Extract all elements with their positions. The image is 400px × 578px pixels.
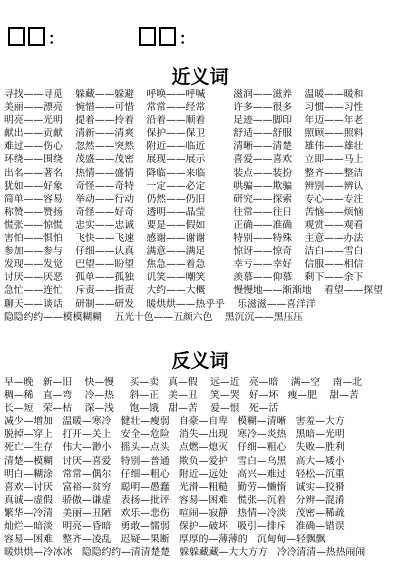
synonyms-title: 近义词 — [171, 66, 229, 88]
blank-box — [28, 27, 45, 46]
synonyms-row: 献出——贡献 清新——清爽 保护——保卫 舒适——舒服 照顾——照料 — [4, 128, 364, 140]
synonyms-row: 简单——容易 举动——行动 仍然——仍旧 研究——探索 专心——专注 — [4, 193, 364, 205]
antonyms-row: 真诚—虚假 骄傲—谦虚 表扬—批评 容易—困难 慌张—沉着 分辨—混淆 — [4, 494, 345, 506]
synonyms-row: 慌张——惊慌 忠实——忠诚 要是——假如 正确——准确 观赏——观看 — [4, 219, 364, 231]
synonyms-list — [4, 88, 398, 324]
blank-box — [159, 27, 176, 46]
antonyms-list — [4, 376, 398, 559]
antonyms-row: 减少—增加 温暖—寒冷 健壮—瘦弱 自豪—自卑 模糊—清晰 害羞—大方 — [4, 416, 345, 428]
synonyms-row: 聊天——谈话 研制——研发 暖烘烘——热乎乎 乐滋滋——喜洋洋 — [4, 298, 316, 310]
synonyms-row: 参加——参与 仔细——认真 满意——满足 惊讶——惊奇 洁白——雪白 — [4, 246, 364, 258]
blank-box — [139, 27, 156, 46]
antonyms-row: 早—晚 新—旧 快—慢 买—卖 真—假 远—近 亮—暗 满—空 南—北 — [4, 377, 362, 388]
synonyms-row: 犹如——好象 奇怪——奇特 一定——必定 哄骗——欺骗 辨别——辨认 — [4, 180, 364, 192]
synonyms-row: 出名——著名 热情——盛情 降临——来临 装点——装扮 整齐——整洁 — [4, 167, 364, 179]
antonyms-row: 容易—困难 整齐—凌乱 迟疑—果断 厚厚的—薄薄的 沉甸甸—轻飘飘 — [4, 534, 326, 546]
synonyms-row: 难过——伤心 忽然——突然 附近——临近 清晰——清楚 雄伟——雄壮 — [4, 141, 364, 153]
antonyms-row: 明白—糊涂 常常—偶尔 仔细—粗心 附近—远处 高兴—难过 轻松—沉重 — [4, 468, 345, 480]
antonyms-row: 死亡—生存 伟大—渺小 摇头—点头 点燃—熄灭 仔细—粗心 失败—胜利 — [4, 442, 345, 454]
synonyms-row: 急忙——连忙 斥责——指责 大约——大概 慢慢地——渐渐地 看望——探望 — [4, 285, 383, 297]
antonyms-title: 反义词 — [171, 350, 229, 372]
antonyms-row: 繁华—冷清 美丽—丑陋 欢乐—悲伤 喧闹—寂静 热情—冷淡 茂密—稀疏 — [4, 507, 345, 519]
antonyms-row: 暖烘烘—冷冰冰 隐隐约约—清清楚楚 躲躲藏藏—大大方方 冷冷清清—热热闹闹 — [4, 547, 366, 559]
antonyms-row: 清楚—模糊 讨厌—喜爱 特别—普通 欺负—爱护 雪白—乌黑 高大—矮小 — [4, 455, 345, 467]
antonyms-row: 灿烂—暗淡 明亮—昏暗 勇敢—懦弱 保护—破坏 吸引—排斥 准确—错误 — [4, 521, 345, 533]
synonyms-row: 隐隐约约——模模糊糊 五光十色——五颜六色 黑沉沉——黑压压 — [4, 311, 304, 323]
score-label: ： — [179, 29, 197, 48]
antonyms-row: 稠—稀 直—弯 冷—热 斜—正 美—丑 笑—哭 好—坏 瘦—肥 甜—苦 — [4, 390, 359, 402]
antonyms-row: 喜欢—讨厌 富裕—贫穷 聪明—愚蠢 光滑—粗糙 勤劳—懒惰 诚实—狡猾 — [4, 481, 345, 493]
header — [8, 26, 196, 49]
synonyms-row: 环绕——围绕 茂盛——茂密 展现——展示 喜爱——喜欢 立即——马上 — [4, 154, 364, 166]
synonyms-row: 美丽——漂亮 惋惜——可惜 常常——经常 许多——很多 习惯——习性 — [4, 102, 364, 114]
blank-box — [8, 27, 25, 46]
name-label: ： — [48, 29, 66, 48]
synonyms-row: 害怕——惧怕 飞快——飞速 感谢——谢谢 特别——特殊 主意——办法 — [4, 233, 364, 245]
name-field — [8, 26, 65, 49]
synonyms-row: 发现——发觉 巴望——盼望 焦急——着急 幸亏——幸好 信服——相信 — [4, 259, 364, 271]
score-field — [139, 26, 196, 49]
antonyms-row: 长—短 荣—枯 深—浅 饱—饿 甜—苦 爱—恨 死—活 — [4, 403, 279, 415]
synonyms-row: 称赞——赞扬 奇怪——好奇 透明——晶莹 往常——往日 苦恼——烦恼 — [4, 206, 364, 218]
synonyms-row: 寻找——寻觅 躲藏——躲避 呼唤——呼喊 滋润——滋养 温暖——暖和 — [4, 89, 364, 100]
antonyms-row: 脱掉—穿上 打开—关上 安全—危险 消失—出现 寒冷—炎热 黑暗—光明 — [4, 429, 345, 441]
synonyms-row: 讨厌——厌恶 孤单——孤独 讥笑——嘲笑 羡慕——仰慕 剩下——余下 — [4, 272, 364, 284]
synonyms-row: 明亮——光明 提着——拎着 沿着——顺着 足迹——脚印 年迈——年老 — [4, 115, 364, 127]
